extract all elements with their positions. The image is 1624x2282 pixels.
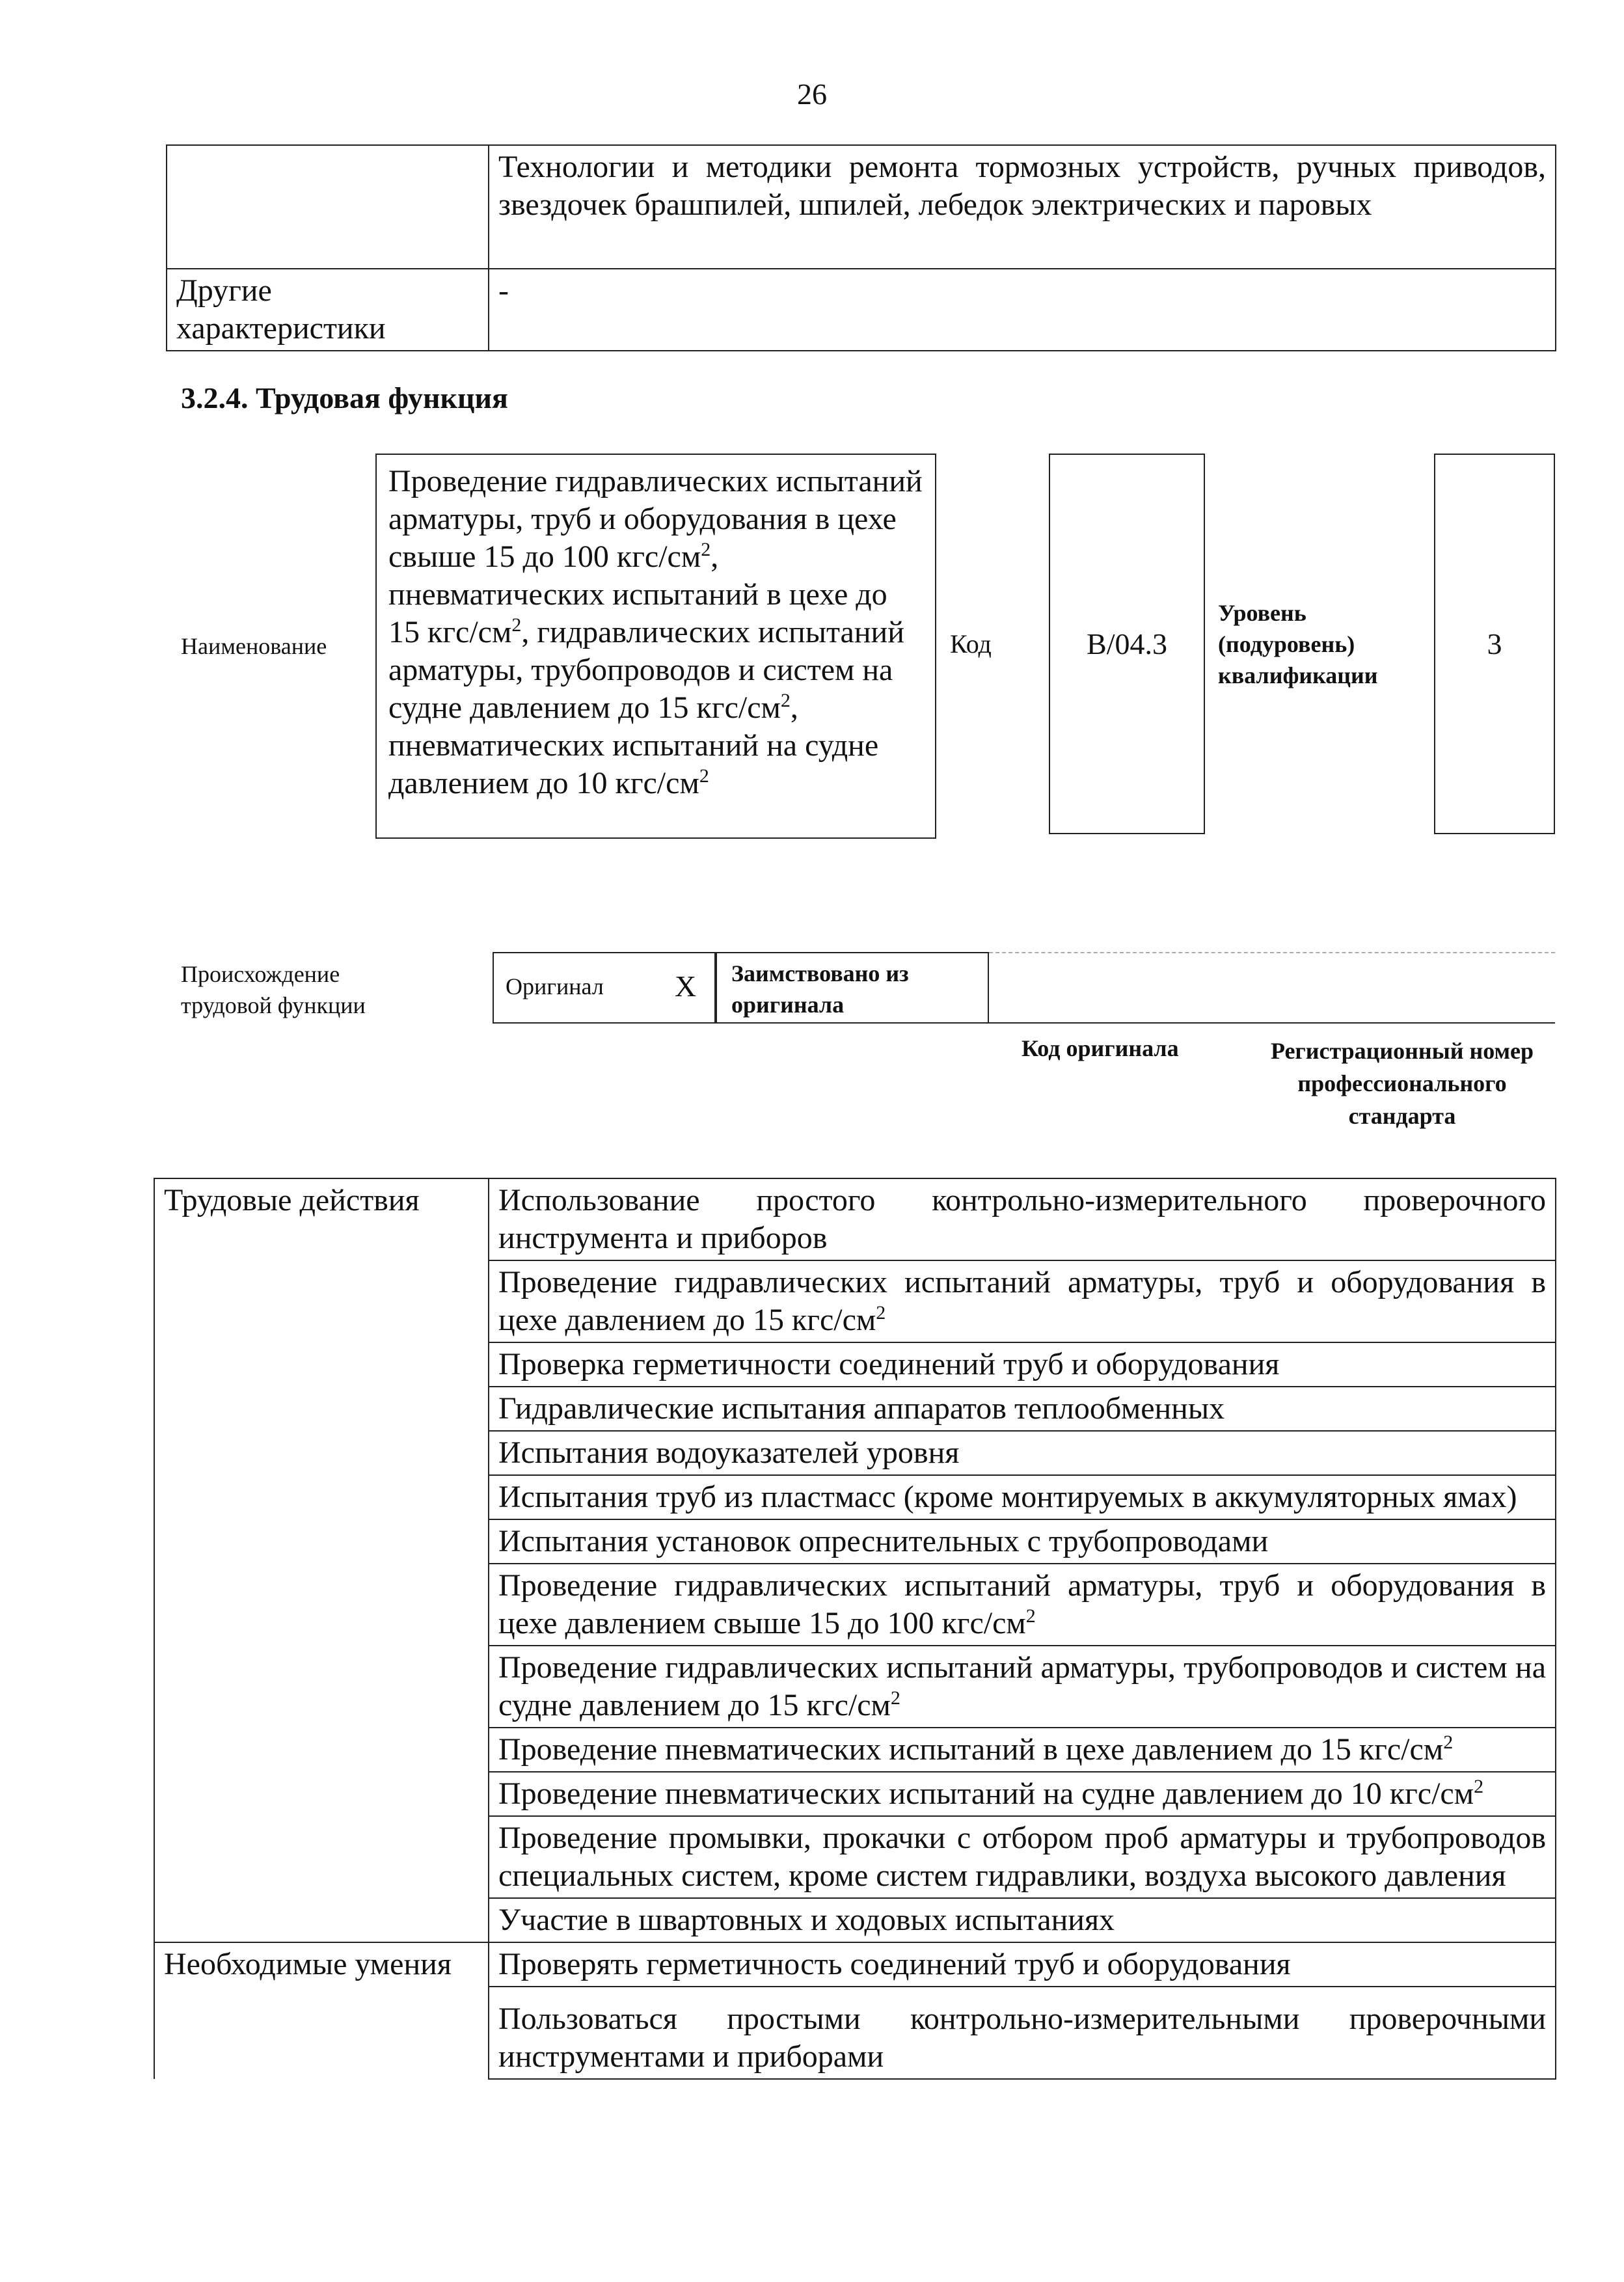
row-text-content: Пользоваться простыми контрольно-измерительными проверочными инструментами и приборами — [498, 2002, 1546, 2074]
label-line: квалификации — [1218, 662, 1378, 688]
qualification-level-label — [1218, 597, 1378, 691]
row-text — [489, 1646, 1556, 1728]
borrowed-label — [731, 958, 909, 1020]
table-row — [154, 1942, 1556, 1987]
code-box — [1049, 454, 1205, 834]
row-text-content: Участие в швартовных и ходовых испытаниях — [498, 1903, 1115, 1937]
superscript: 2 — [780, 690, 791, 711]
name-label: Наименование — [181, 633, 327, 659]
row-text — [489, 1728, 1556, 1772]
row-text — [489, 1772, 1556, 1816]
label-line: трудовой функции — [181, 992, 366, 1018]
label-line: Заимствовано из — [731, 960, 909, 986]
row-text-content: Использование простого контрольно-измерительного проверочного инструмента и приборов — [498, 1183, 1546, 1255]
original-label: Оригинал — [506, 973, 604, 999]
row-text-content: Проведение гидравлических испытаний арматуры, труб и оборудования в цехе давлением до 15 кгс/см — [498, 1265, 1546, 1337]
row-text — [489, 1519, 1556, 1564]
row-text-content: Проверять герметичность соединений труб и оборудования — [498, 1947, 1291, 1981]
table-row — [154, 1178, 1556, 1260]
row-text-content: Проведение гидравлических испытаний арматуры, трубопроводов и систем на судне давлением до 15 кгс/см — [498, 1650, 1546, 1722]
row-text: - — [489, 269, 1556, 351]
row-label: Другие характеристики — [167, 269, 489, 351]
code-original-label: Код оригинала — [1022, 1035, 1179, 1061]
row-text — [489, 1387, 1556, 1431]
row-label: Трудовые действия — [154, 1178, 489, 1942]
superscript: 2 — [1474, 1776, 1484, 1797]
label-line: Регистрационный номер — [1270, 1038, 1534, 1064]
row-text — [489, 1178, 1556, 1260]
label-line: профессионального — [1297, 1070, 1507, 1096]
function-name-text: , пневматических испытаний в цехе до 15 кгс/см — [388, 539, 887, 649]
label-line: стандарта — [1348, 1103, 1456, 1129]
registration-number-label — [1249, 1035, 1555, 1132]
row-text-content: Испытания труб из пластмасс (кроме монтируемых в аккумуляторных ямах) — [498, 1480, 1517, 1514]
row-text-content: Испытания водоуказателей уровня — [498, 1435, 960, 1470]
superscript: 2 — [890, 1687, 900, 1709]
label-line: оригинала — [731, 992, 845, 1018]
label-line: Уровень — [1218, 600, 1306, 626]
label-line: Происхождение — [181, 961, 340, 987]
row-text-content: Проведение пневматических испытаний на судне давлением до 10 кгс/см — [498, 1776, 1474, 1811]
row-text-content: Проверка герметичности соединений труб и оборудования — [498, 1347, 1280, 1381]
row-text-content: Испытания установок опреснительных с трубопроводами — [498, 1524, 1269, 1558]
row-text — [489, 1987, 1556, 2079]
superscript: 2 — [1443, 1732, 1454, 1753]
function-name-text: , пневматических испытаний на судне давлением до 10 кгс/см — [388, 690, 879, 800]
superscript: 2 — [699, 765, 709, 787]
row-text: Технологии и методики ремонта тормозных устройств, ручных приводов, звездочек брашпилей, шпилей, лебедок электрических и паровых — [489, 145, 1556, 269]
level-box — [1434, 454, 1555, 834]
superscript: 2 — [876, 1302, 886, 1324]
actions-skills-table — [154, 1178, 1556, 2080]
row-text-content: Проведение пневматических испытаний в цехе давлением до 15 кгс/см — [498, 1732, 1444, 1767]
table-body — [154, 1178, 1556, 2079]
divider — [989, 1022, 1555, 1024]
superscript: 2 — [701, 539, 711, 560]
code-value: B/04.3 — [1087, 627, 1167, 660]
function-name-box — [375, 454, 936, 839]
top-table — [166, 144, 1556, 351]
row-label: Необходимые умения — [154, 1942, 489, 2079]
section-heading: 3.2.4. Трудовая функция — [181, 381, 508, 414]
original-checkmark: X — [675, 970, 697, 1003]
row-text — [489, 1475, 1556, 1519]
row-text-content: Проведение промывки, прокачки с отбором проб арматуры и трубопроводов специальных систем, кроме систем гидравлики, воздуха высокого давления — [498, 1821, 1546, 1893]
label-line: (подуровень) — [1218, 631, 1355, 657]
row-text — [489, 1342, 1556, 1387]
divider — [989, 952, 1555, 953]
row-text — [489, 1564, 1556, 1646]
table-row — [167, 269, 1556, 351]
row-text — [489, 1816, 1556, 1898]
origin-label — [181, 958, 366, 1021]
row-text — [489, 1898, 1556, 1942]
function-name-text: Проведение гидравлических испытаний арматуры, труб и оборудования в цехе свыше 15 до 100 кгс/см — [388, 464, 923, 574]
page-number: 26 — [797, 77, 827, 111]
level-value: 3 — [1487, 627, 1502, 660]
row-label — [167, 145, 489, 269]
table-row — [167, 145, 1556, 269]
superscript: 2 — [1025, 1605, 1036, 1627]
code-label: Код — [950, 629, 992, 659]
row-text — [489, 1431, 1556, 1475]
row-text — [489, 1260, 1556, 1342]
superscript: 2 — [511, 614, 522, 636]
row-text — [489, 1942, 1556, 1987]
function-name-text: , гидравлических испытаний арматуры, трубопроводов и систем на судне давлением до 15 кгс/см — [388, 615, 904, 725]
row-text-content: Проведение гидравлических испытаний арматуры, труб и оборудования в цехе давлением свыше 15 до 100 кгс/см — [498, 1568, 1546, 1640]
row-text-content: Гидравлические испытания аппаратов теплообменных — [498, 1391, 1225, 1426]
